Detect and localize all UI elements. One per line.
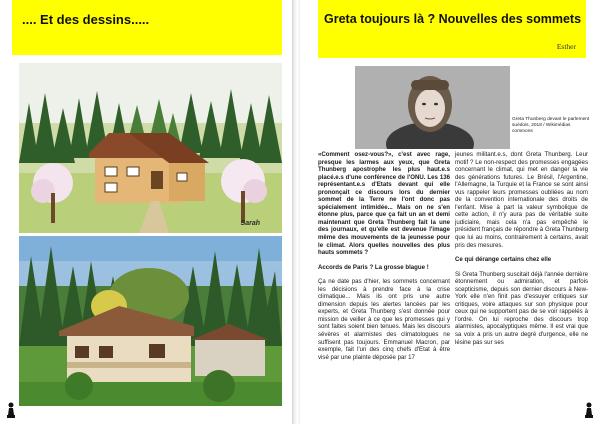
article-author: Esther [556,42,576,51]
photo-caption: Greta Thunberg devant le parlement suédois, 2018 / Wikimédias commons [512,117,590,134]
left-heading-banner [12,0,282,55]
subheading-paris-agreement: Accords de Paris ? La grosse blague ! [318,263,429,271]
article-paragraph: jeunes militant.e.s, dont Greta Thunberg. Leur motif ? Le non-respect des promesses engagées concernant le climat, qui met en danger la vie des générations futures. Le Brésil, l'Argentine, l'Allemagne, la Turquie et la France se sont ainsi vus rappeler leurs promesses oubliées au nom de la convention internationale des droits de l'enfant. Mise à part la valeur symbolique de cette action, il n'y aura pas de véritable suite judiciaire, mais cela n'a pas empêché le président français de répondre à Greta Thunberg que lui au moins, contrairement à certains, avait pris des mesures. [455,151,588,249]
house-photo [19,236,282,406]
chess-pawn-icon [6,402,16,418]
left-page-heading: .... Et des dessins..... [22,12,150,27]
photo-illustration [19,236,282,406]
article-intro: «Comment osez-vous?», c'est avec rage, presque les larmes aux yeux, que Greta Thunberg apostrophe les plus haut.e.s placé.e.s d'une conférence de l'ONU. Les 136 représentant.e.s d'Etats devant qui elle prononçait ce discours lors du dernier sommet de la Terre ne l'ont donc pas spécialement intimidée... Mais on ne s'en étonne plus, parce que ça fait un an et demi maintenant que Greta Thunberg fait la une des journaux, et qu'elle est devenue l'image même des mouvements de la jeunesse pour le climat. Alors quelles nouvelles des plus hauts sommets ? [318,151,450,257]
portrait-illustration [355,66,510,149]
article-column-2 [455,151,588,353]
right-heading-banner [318,0,586,58]
chess-pawn-icon [584,402,594,418]
subheading-criticism: Ce qui dérange certains chez elle [455,256,552,264]
painting-illustration [19,63,282,233]
left-page [0,0,293,424]
article-column-1 [318,151,450,368]
article-paragraph: Ça ne date pas d'hier, les sommets concernant les décisions à prendre face à la crise climatique... Mais ils ont pris une autre dimension depuis les alertes lancées par les experts, et Greta Thunberg s'est donnée pour mission de veiller à ce que les promesses qui y sont faites soient bien tenues. Mais les discours sévères et alarmistes des climatologues ne suffisent pas toujours. Emmanuel Macron, par exemple, fait l'un des cinq chefs d'Etat à être visé par une plainte déposée par 17 [318,278,450,361]
painting-signature: Sarah [240,220,260,227]
landscape-painting [19,63,282,233]
greta-thunberg-photo [355,66,510,149]
book-spine [293,0,300,424]
article-paragraph: Si Greta Thunberg suscitait déjà l'année dernière étonnement ou admiration, et parfois scepticisme, depuis son dernier discours à New-York elle n'en finit pas d'essuyer critiques sur critiques, voire attaques sur son physique pour ceux qui ne supportent pas de se voir rappelés à l'ordre. On lui reproche des discours trop alarmistes, apocalyptiques même. Il est vrai que sa voix a pris un autre degré d'urgence, elle ne lésine pas sur ses [455,270,588,346]
article-title: Greta toujours là ? Nouvelles des sommets [324,12,582,26]
